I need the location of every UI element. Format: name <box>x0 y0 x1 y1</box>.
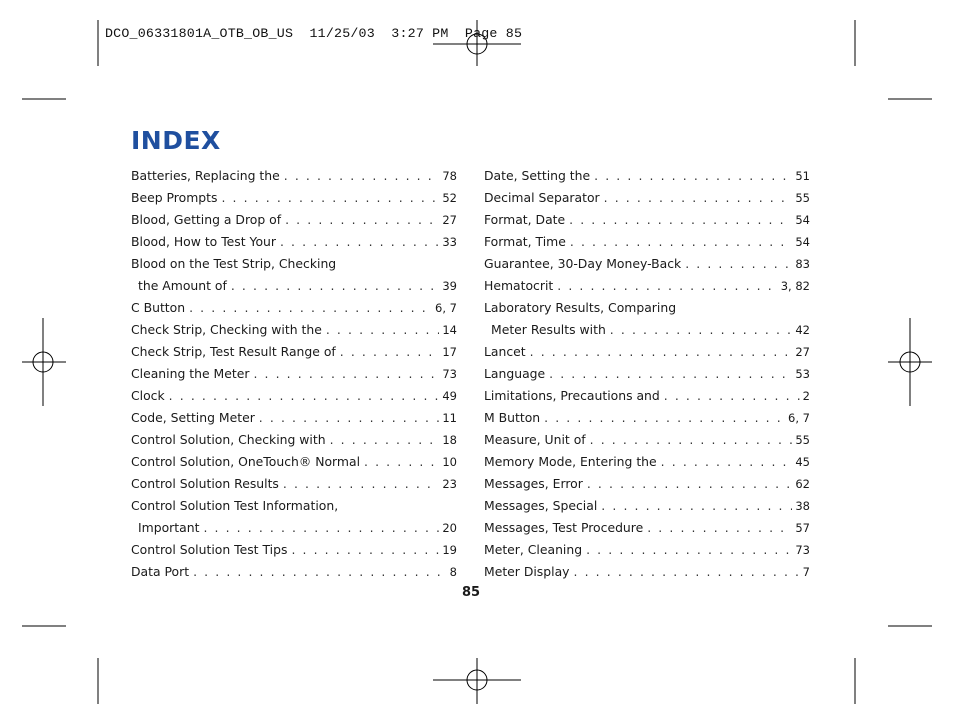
index-entry-page: 18 <box>442 433 457 447</box>
index-entry-page: 54 <box>795 235 810 249</box>
index-entry <box>484 363 810 385</box>
index-entry-label: Format, Time <box>484 234 566 249</box>
index-entry <box>484 429 810 451</box>
index-entry-page: 42 <box>795 323 810 337</box>
page-number: 85 <box>461 585 481 600</box>
index-entry <box>131 407 457 429</box>
index-entry <box>484 473 810 495</box>
index-entry <box>131 253 457 275</box>
index-entry-label: Check Strip, Checking with the <box>131 322 322 337</box>
dot-leader <box>570 231 792 253</box>
index-entry <box>131 297 457 319</box>
index-entry-label: Control Solution Test Information, <box>131 498 339 513</box>
index-entry <box>131 341 457 363</box>
index-entry <box>484 539 810 561</box>
index-entry <box>484 385 810 407</box>
registration-mark-left <box>22 318 66 406</box>
page-title: INDEX <box>131 126 221 155</box>
dot-leader <box>685 253 792 275</box>
dot-leader <box>557 275 777 297</box>
index-entry-page: 55 <box>795 191 810 205</box>
dot-leader <box>189 297 432 319</box>
index-entry <box>131 429 457 451</box>
dot-leader <box>590 429 793 451</box>
index-entry-label: Messages, Error <box>484 476 583 491</box>
dot-leader <box>594 165 792 187</box>
index-entry-page: 23 <box>442 477 457 491</box>
registration-mark-bottom <box>433 658 521 704</box>
index-entry-label: Laboratory Results, Comparing <box>484 300 677 315</box>
index-entry <box>484 297 810 319</box>
index-entry-page: 17 <box>442 345 457 359</box>
dot-leader <box>549 363 792 385</box>
index-entry <box>484 165 810 187</box>
dot-leader <box>569 209 792 231</box>
index-entry <box>131 209 457 231</box>
index-entry-page: 73 <box>442 367 457 381</box>
index-entry-label: Batteries, Replacing the <box>131 168 280 183</box>
dot-leader <box>604 187 793 209</box>
dot-leader <box>601 495 792 517</box>
dot-leader <box>647 517 792 539</box>
index-entry-label: Lancet <box>484 344 526 359</box>
dot-leader <box>203 517 439 539</box>
index-entry-label: Control Solution, OneTouch® Normal <box>131 454 361 469</box>
index-entry <box>484 209 810 231</box>
index-entry-page: 20 <box>442 521 457 535</box>
index-entry-label: Memory Mode, Entering the <box>484 454 657 469</box>
index-entry <box>131 539 457 561</box>
index-entry-page: 6, 7 <box>788 411 810 425</box>
index-entry-label: Limitations, Precautions and <box>484 388 660 403</box>
index-entry <box>131 275 457 297</box>
index-entry-page: 73 <box>795 543 810 557</box>
index-entry <box>484 187 810 209</box>
index-entry-page: 62 <box>795 477 810 491</box>
index-entry <box>484 253 810 275</box>
index-entry-page: 45 <box>795 455 810 469</box>
dot-leader <box>283 473 439 495</box>
index-entry <box>484 561 810 583</box>
index-entry-label: Blood, How to Test Your <box>131 234 276 249</box>
index-entry-page: 27 <box>795 345 810 359</box>
index-entry-page: 55 <box>795 433 810 447</box>
dot-leader <box>544 407 785 429</box>
index-entry-label: Blood on the Test Strip, Checking <box>131 256 337 271</box>
index-entry-label: Format, Date <box>484 212 566 227</box>
index-entry <box>131 385 457 407</box>
index-entry-label: the Amount of <box>138 278 227 293</box>
dot-leader <box>280 231 439 253</box>
index-entry-page: 19 <box>442 543 457 557</box>
index-entry-page: 49 <box>442 389 457 403</box>
index-column-right <box>484 165 810 583</box>
index-entry-page: 6, 7 <box>435 301 457 315</box>
index-entry <box>484 231 810 253</box>
dot-leader <box>221 187 439 209</box>
index-entry-page: 2 <box>802 389 810 403</box>
index-entry <box>484 275 810 297</box>
dot-leader <box>259 407 440 429</box>
index-entry <box>131 451 457 473</box>
index-entry <box>131 561 457 583</box>
index-entry-label: Cleaning the Meter <box>131 366 250 381</box>
index-entry-page: 38 <box>795 499 810 513</box>
dot-leader <box>364 451 439 473</box>
index-entry-label: Hematocrit <box>484 278 554 293</box>
index-entry-label: C Button <box>131 300 186 315</box>
dot-leader <box>610 319 793 341</box>
index-entry-page: 33 <box>442 235 457 249</box>
index-entry-page: 27 <box>442 213 457 227</box>
dot-leader <box>530 341 793 363</box>
index-entry-label: Messages, Test Procedure <box>484 520 644 535</box>
printer-slug-line: DCO_06331801A_OTB_OB_US 11/25/03 3:27 PM Page 85 <box>105 26 523 41</box>
index-entry-page: 39 <box>442 279 457 293</box>
dot-leader <box>340 341 440 363</box>
index-entry <box>131 319 457 341</box>
dot-leader <box>586 539 792 561</box>
index-entry-label: Data Port <box>131 564 190 579</box>
index-entry <box>484 451 810 473</box>
index-entry-label: Clock <box>131 388 165 403</box>
index-entry-label: Code, Setting Meter <box>131 410 255 425</box>
index-entry-label: Control Solution Results <box>131 476 279 491</box>
index-entry-page: 11 <box>442 411 457 425</box>
index-entry-label: Beep Prompts <box>131 190 218 205</box>
index-entry-page: 8 <box>449 565 457 579</box>
index-entry-label: Measure, Unit of <box>484 432 586 447</box>
index-entry <box>131 187 457 209</box>
dot-leader <box>253 363 439 385</box>
index-entry <box>484 319 810 341</box>
dot-leader <box>169 385 440 407</box>
index-entry-label: Important <box>138 520 200 535</box>
index-entry <box>131 495 457 517</box>
index-entry-page: 7 <box>802 565 810 579</box>
index-entry <box>484 341 810 363</box>
dot-leader <box>574 561 800 583</box>
dot-leader <box>587 473 793 495</box>
index-entry-label: Messages, Special <box>484 498 598 513</box>
index-entry-label: Control Solution, Checking with <box>131 432 326 447</box>
index-entry-page: 51 <box>795 169 810 183</box>
dot-leader <box>330 429 440 451</box>
index-entry-page: 54 <box>795 213 810 227</box>
dot-leader <box>285 209 439 231</box>
dot-leader <box>284 165 440 187</box>
index-entry-page: 14 <box>442 323 457 337</box>
index-entry <box>131 165 457 187</box>
index-entry-label: Check Strip, Test Result Range of <box>131 344 336 359</box>
index-entry <box>484 407 810 429</box>
dot-leader <box>326 319 440 341</box>
index-entry-label: Control Solution Test Tips <box>131 542 288 557</box>
index-entry-label: Language <box>484 366 546 381</box>
dot-leader <box>193 561 447 583</box>
index-entry-label: Meter Results with <box>491 322 606 337</box>
dot-leader <box>291 539 439 561</box>
dot-leader <box>231 275 440 297</box>
index-entry-page: 57 <box>795 521 810 535</box>
index-entry-page: 53 <box>795 367 810 381</box>
registration-mark-right <box>888 318 932 406</box>
index-entry <box>131 231 457 253</box>
index-entry-label: Date, Setting the <box>484 168 591 183</box>
index-entry-page: 83 <box>795 257 810 271</box>
index-entry <box>131 363 457 385</box>
index-entry-label: M Button <box>484 410 541 425</box>
index-entry-label: Meter Display <box>484 564 570 579</box>
index-column-left <box>131 165 457 583</box>
index-entry-page: 78 <box>442 169 457 183</box>
index-entry-label: Blood, Getting a Drop of <box>131 212 282 227</box>
index-entry-page: 52 <box>442 191 457 205</box>
index-entry-page: 3, 82 <box>780 279 810 293</box>
index-entry <box>131 517 457 539</box>
index-entry-label: Guarantee, 30-Day Money-Back <box>484 256 682 271</box>
index-entry-label: Decimal Separator <box>484 190 600 205</box>
index-entry-label: Meter, Cleaning <box>484 542 583 557</box>
dot-leader <box>661 451 793 473</box>
index-entry <box>484 495 810 517</box>
index-entry <box>131 473 457 495</box>
dot-leader <box>664 385 800 407</box>
index-entry-page: 10 <box>442 455 457 469</box>
index-entry <box>484 517 810 539</box>
